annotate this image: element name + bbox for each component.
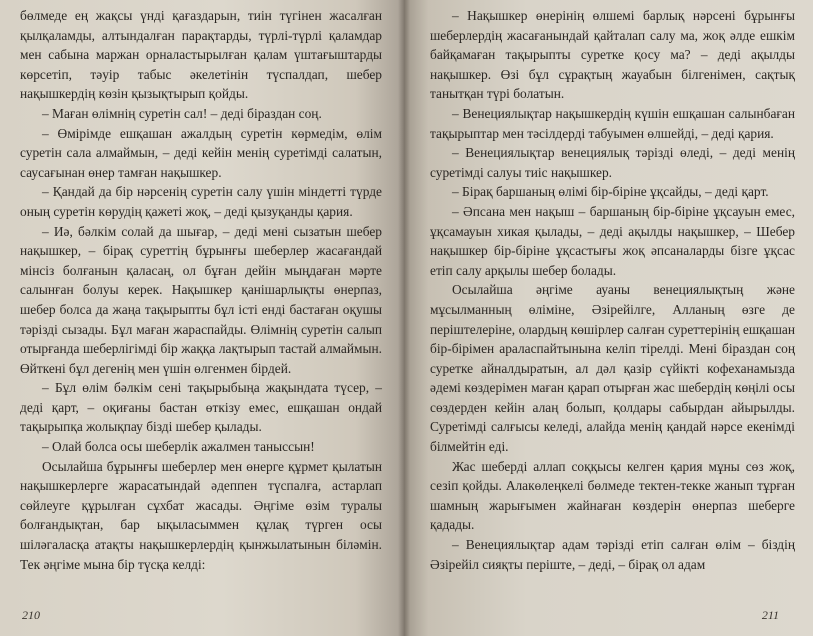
right-paragraph-5: – Әпсана мен нақыш – баршаның бір-біріне ұқсауын емес, ұқсамауын хикая қылады, – деді ақылды нақышкер, – Шебер нақышкер бір-біріне ұқсастығы жоқ әпсаналарды бізге ұқсас етіп салу арқылы шебер болады. bbox=[430, 203, 795, 278]
left-paragraph-7: – Олай болса осы шеберлік ажалмен таныссын! bbox=[42, 439, 315, 455]
right-paragraph-2: – Венециялықтар нақышкердің күшін ешқашан салынбаған тақырыптар мен тәсілдерді табуымен өлшейді, – деді қария. bbox=[430, 105, 795, 141]
right-paragraph-1: – Нақышкер өнерінің өлшемі барлық нәрсені бұрынғы шеберлердің жасағанындай қайталап салу ма, жоқ әлде ешкім байқамаған тақырыпты суретке қосу ма? – деді ақылды нақышкер. Өзі бұл сұрақтың жауабын білгенімен, сақтық танытқан түрі болатын. bbox=[430, 8, 795, 102]
left-page bbox=[0, 0, 404, 636]
left-paragraph-8: Осылайша бұрынғы шеберлер мен өнерге құрмет қылатын нақышкерлерге жарасатындай әдеппен түспалға, астарлап сөйлеуге құрылған сұхбат жасады. Әңгіме өзім туралы болғандықтан, бар ықыласыммен құлақ түрген осы шіләгаласқа атақты нақышкерлердің қынжылатынын біләмін. Тек әңгіме мына бір түсқа келді: bbox=[20, 458, 382, 572]
left-paragraph-4: – Қандай да бір нәрсенің суретін салу үшін міндетті түрде оның суретін көрудің қажеті жоқ, – деді қызуқанды қария. bbox=[20, 184, 382, 219]
left-paragraph-2: – Маған өлімнің суретін сал! – деді біраздан соң. bbox=[42, 105, 322, 121]
book-gutter-shadow bbox=[398, 0, 410, 636]
right-paragraph-4: – Бірақ баршаның өлімі бір-біріне ұқсайды, – деді қарт. bbox=[452, 184, 769, 200]
right-paragraph-8: – Венециялықтар адам тәрізді етіп салған өлім – біздің Әзірейіл сияқты періште, – деді, – бірақ ол адам bbox=[430, 537, 795, 572]
left-page-number: 210 bbox=[22, 608, 40, 623]
left-paragraph-6: – Бұл өлім бәлкім сені тақырыбыңа жақындата түсер, – деді қарт, – оқиғаны бастан өткізу емес, ешқашан ондай тақырыпқа жолықпау бізді шебер қылады. bbox=[20, 380, 382, 435]
right-paragraph-3: – Венециялықтар венециялық тәрізді өледі, – деді менің суретімді салуы тиіс нақышкер. bbox=[430, 145, 795, 180]
right-page-number: 211 bbox=[761, 608, 779, 623]
left-paragraph-5: – Иә, бәлкім солай да шығар, – деді мені сызатын шебер нақышкер, – бірақ суреттің бұрынғы шеберлер жасағандай мінсіз болғанын қаласаң, ол бұған дейін мыңдаған мәрте салынған болуы керек. Нақышкер қанішарлықты өнерпаз, шебер болса да жаңа тақырыпты бұл істі енді бастаған оқушы тәрізді сызады. Бұл маған жараспайды. Өлімнің суретін салып отырғанда шеберлігімді бір жаққа лақтырып тастай алмаймын. Өйткені бұл дегенің мен үшін өлгенмен бірдей. bbox=[20, 223, 382, 376]
left-paragraph-1: бөлмеде ең жақсы үнді қағаздарын, тиін түгінен жасалған қылқаламды, алтындалған парақтарды, түрлі-түрлі қаламдар мен сабына маржан орналастырылған қалам үштағыштарды көрсетіп, тәуір табыс әкелетінін түспалдап, шебер нақышкердің көзін қызықтырып қойды. bbox=[20, 8, 382, 102]
right-paragraph-6: Осылайша әңгіме ауаны венециялықтың және мұсылманның өліміне, Әзірейілге, Алланың өзге де періштелеріне, олардың көшірлер салған суреттерінің ешқашан бір-бірімен араласпайтынына келіп тірелді. Мені біраздан соң суретке айналдыратын, ал дәл қазір сүйікті кофеханамызда әдемі көздерімен маған қарап отырған жас шебердің көңілі осы сөздерден кейін алаң болып, қолдары сабырдан айырылды. Суретімді салғысы келеді, алайда менің қандай нәрсе екенімді білмейтін еді. bbox=[430, 282, 795, 455]
left-paragraph-3: – Өмірімде ешқашан ажалдың суретін көрмедім, өлім суретін сала алмаймын, – деді кейін менің суретімді салатын, саусағынан өнер тамған нақышкер. bbox=[20, 125, 382, 180]
right-paragraph-7: Жас шеберді аллап соққысы келген қария мұны сөз жоқ, сезіп қойды. Алакөлеңкелі бөлмеде тектен-текке жанып тұрған шамның жарығымен жайнаған көздерін өнерпаз шеберге қадады. bbox=[430, 458, 795, 533]
right-page bbox=[404, 0, 813, 636]
